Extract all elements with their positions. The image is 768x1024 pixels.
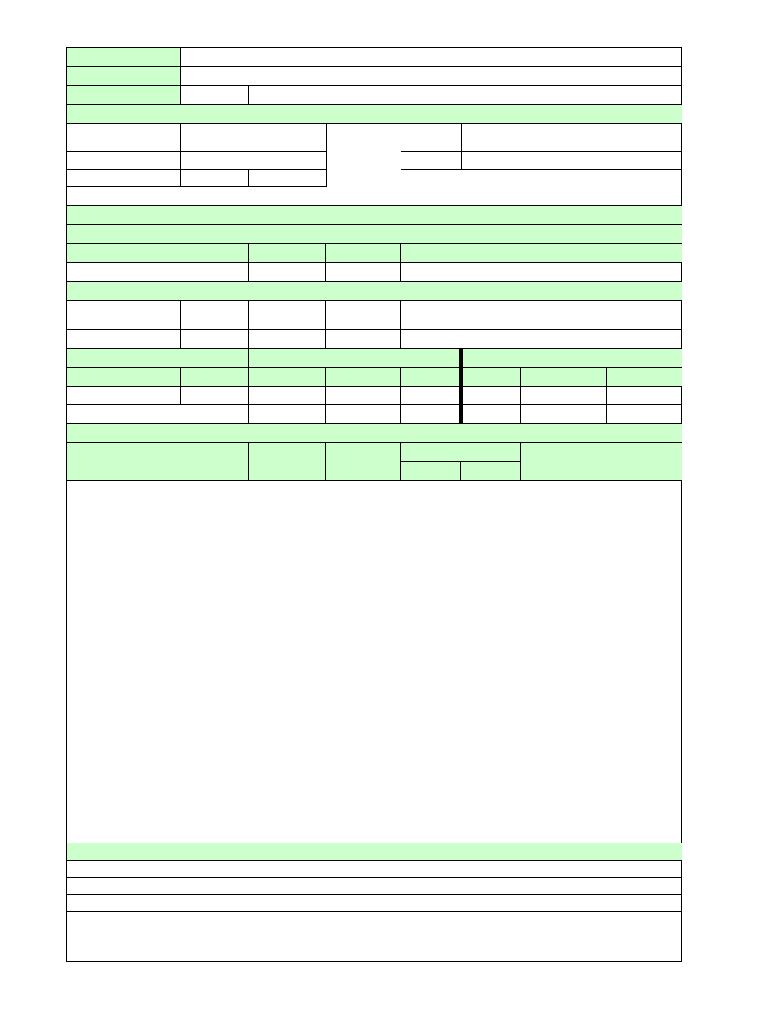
meguer-label: [181, 387, 249, 405]
tipo-conexion-label: [67, 301, 181, 330]
rpm-vacio-field[interactable]: [401, 330, 682, 349]
electrico-heading: [67, 225, 682, 244]
recomendaciones-line-1[interactable]: [67, 861, 682, 878]
mecanico-heading: [67, 424, 682, 443]
milio-antes-f2[interactable]: [326, 405, 401, 424]
voltaje-500v: [67, 387, 181, 405]
milio-despues-f3[interactable]: [607, 405, 682, 424]
mecanico-col-parte: [67, 443, 249, 481]
devanado-causa[interactable]: [401, 263, 682, 282]
corriente-f2: [249, 301, 326, 330]
recomendaciones-heading: [67, 843, 682, 861]
meguer-despues-f3[interactable]: [607, 387, 682, 405]
fecha-label: [67, 48, 181, 67]
tech-heading: [67, 105, 682, 124]
antes-f1: [249, 368, 326, 387]
cliente-label: [67, 67, 181, 86]
corriente-heading: [67, 282, 682, 301]
mecanico-col-buena: [249, 443, 326, 481]
miliometro-label: [67, 405, 249, 424]
devanado-buena[interactable]: [249, 263, 326, 282]
corriente-f3-field[interactable]: [326, 330, 401, 349]
devanado-mala[interactable]: [326, 263, 401, 282]
meguer-antes-f2[interactable]: [326, 387, 401, 405]
potencia-label: [67, 170, 181, 187]
recomendaciones-line-3[interactable]: [67, 895, 682, 912]
corriente-f1: [181, 301, 249, 330]
meguer-despues-f1[interactable]: [460, 387, 521, 405]
dispositivo-label: [181, 368, 249, 387]
mecanico-col-final: [461, 462, 521, 481]
milio-antes-f3[interactable]: [401, 405, 460, 424]
meguer-antes-f1[interactable]: [249, 387, 326, 405]
antes-f2: [326, 368, 401, 387]
mecanico-col-observaciones: [521, 443, 682, 481]
os-extra-field[interactable]: [249, 86, 682, 105]
voltaje-conexion-label: [401, 124, 462, 152]
report-form: [66, 47, 682, 962]
electrico-col-parte: [67, 244, 249, 263]
aislamiento-despues-heading: [460, 349, 682, 368]
despues-f3: [607, 368, 682, 387]
antes-f3: [401, 368, 460, 387]
marca-field[interactable]: [181, 152, 327, 170]
tipo-conexion-field[interactable]: [67, 330, 181, 349]
tech-spacer: [67, 187, 682, 206]
nombre-label: [67, 124, 181, 152]
kw-field[interactable]: [249, 170, 327, 187]
corriente-f1-field[interactable]: [181, 330, 249, 349]
os-field[interactable]: [181, 86, 249, 105]
hp-field[interactable]: [181, 170, 249, 187]
meguer-despues-f2[interactable]: [521, 387, 607, 405]
marca-label: [67, 152, 181, 170]
velocidad-nominal-field[interactable]: [462, 152, 682, 170]
milio-despues-f2[interactable]: [521, 405, 607, 424]
despues-f1: [460, 368, 521, 387]
voltaje-conexion-field[interactable]: [462, 124, 682, 152]
rpm-vacio-label: [401, 301, 682, 330]
nombre-field[interactable]: [181, 124, 327, 152]
corriente-f2-field[interactable]: [249, 330, 326, 349]
electrico-col-mala: [326, 244, 401, 263]
recomendaciones-line-2[interactable]: [67, 878, 682, 895]
electrico-col-buena: [249, 244, 326, 263]
corriente-f3: [326, 301, 401, 330]
devanado-label: [67, 263, 249, 282]
despues-f2: [521, 368, 607, 387]
plan-heading: [67, 206, 682, 225]
aislamiento-heading: [67, 349, 249, 368]
mecanico-col-mala: [326, 443, 401, 481]
aislamiento-antes-heading: [249, 349, 460, 368]
velocidad-nominal-label: [401, 152, 462, 170]
fecha-field[interactable]: [181, 48, 682, 67]
electrico-col-causa: [401, 244, 682, 263]
voltaje-prueba-label: [67, 368, 181, 387]
milio-despues-f1[interactable]: [460, 405, 521, 424]
mecanico-col-tolerancia: [401, 443, 521, 462]
os-label: [67, 86, 181, 105]
milio-antes-f1[interactable]: [249, 405, 326, 424]
mecanico-col-inicial: [401, 462, 461, 481]
meguer-antes-f3[interactable]: [401, 387, 460, 405]
cliente-field[interactable]: [181, 67, 682, 86]
